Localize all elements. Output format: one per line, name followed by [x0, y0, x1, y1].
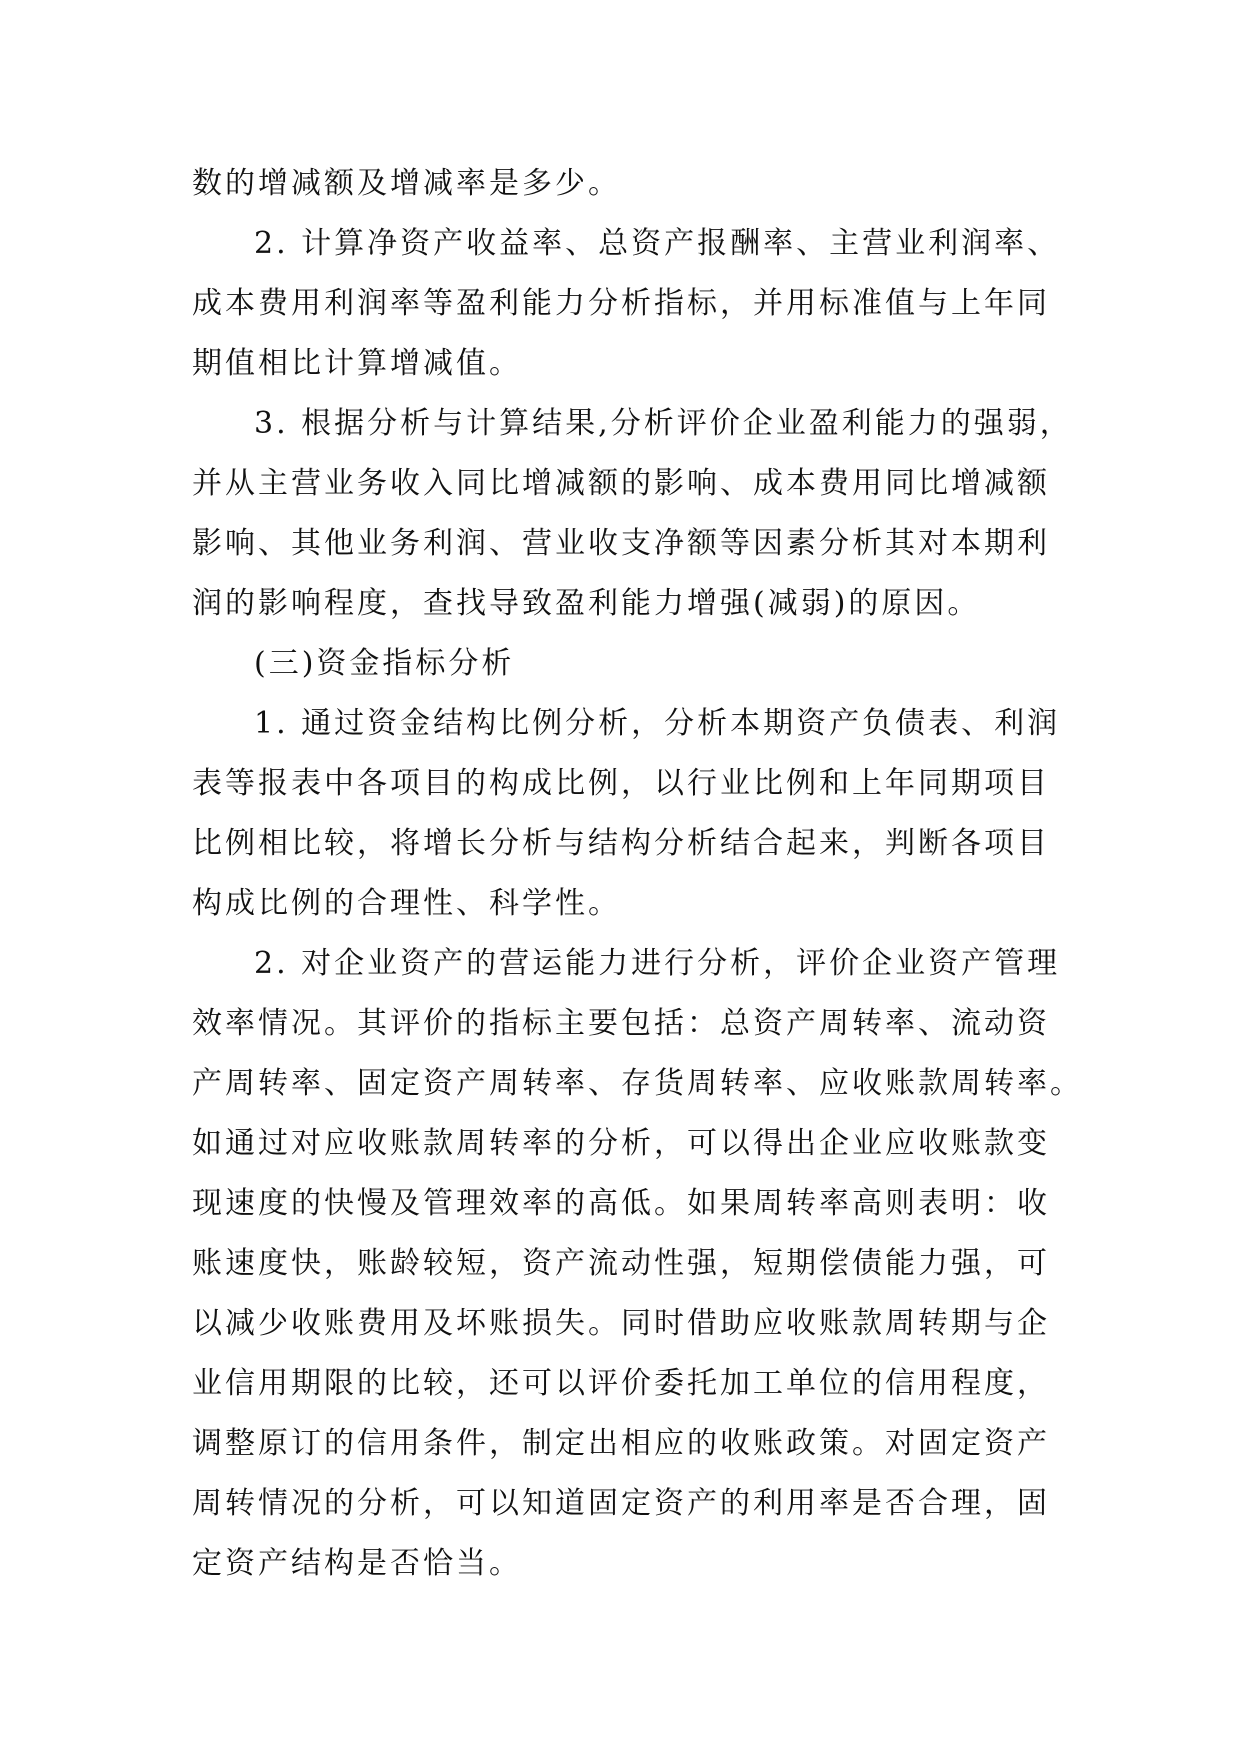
text-line: 构成比例的合理性、科学性。 — [192, 886, 621, 921]
text-line: 如通过对应收账款周转率的分析，可以得出企业应收账款变 — [192, 1126, 1050, 1161]
text-line: 比例相比较，将增长分析与结构分析结合起来，判断各项目 — [192, 826, 1050, 861]
text-line: 2. 计算净资产收益率、总资产报酬率、主营业利润率、 — [254, 226, 1061, 261]
text-line: 3. 根据分析与计算结果,分析评价企业盈利能力的强弱， — [254, 406, 1073, 441]
text-line: 账速度快，账龄较短，资产流动性强，短期偿债能力强，可 — [192, 1246, 1050, 1281]
text-line: 业信用期限的比较，还可以评价委托加工单位的信用程度， — [192, 1366, 1050, 1401]
text-line: 并从主营业务收入同比增减额的影响、成本费用同比增减额 — [192, 466, 1050, 501]
text-line: 产周转率、固定资产周转率、存货周转率、应收账款周转率。 — [192, 1066, 1083, 1101]
document-body — [192, 154, 1083, 1594]
text-line: 1. 通过资金结构比例分析，分析本期资产负债表、利润 — [254, 706, 1061, 741]
text-line: 表等报表中各项目的构成比例，以行业比例和上年同期项目 — [192, 766, 1050, 801]
text-line: 现速度的快慢及管理效率的高低。如果周转率高则表明：收 — [192, 1186, 1050, 1221]
text-line: 以减少收账费用及坏账损失。同时借助应收账款周转期与企 — [192, 1306, 1050, 1341]
text-line: 影响、其他业务利润、营业收支净额等因素分析其对本期利 — [192, 526, 1050, 561]
text-line: 数的增减额及增减率是多少。 — [192, 166, 621, 201]
text-line: 成本费用利润率等盈利能力分析指标，并用标准值与上年同 — [192, 286, 1050, 321]
text-line: 周转情况的分析，可以知道固定资产的利用率是否合理，固 — [192, 1486, 1050, 1521]
text-line: 效率情况。其评价的指标主要包括：总资产周转率、流动资 — [192, 1006, 1050, 1041]
text-line: 定资产结构是否恰当。 — [192, 1546, 522, 1581]
section-heading: (三)资金指标分析 — [254, 646, 515, 681]
text-line: 润的影响程度，查找导致盈利能力增强(减弱)的原因。 — [192, 586, 981, 621]
text-line: 调整原订的信用条件，制定出相应的收账政策。对固定资产 — [192, 1426, 1050, 1461]
text-line: 2. 对企业资产的营运能力进行分析，评价企业资产管理 — [254, 946, 1061, 981]
text-line: 期值相比计算增减值。 — [192, 346, 522, 381]
